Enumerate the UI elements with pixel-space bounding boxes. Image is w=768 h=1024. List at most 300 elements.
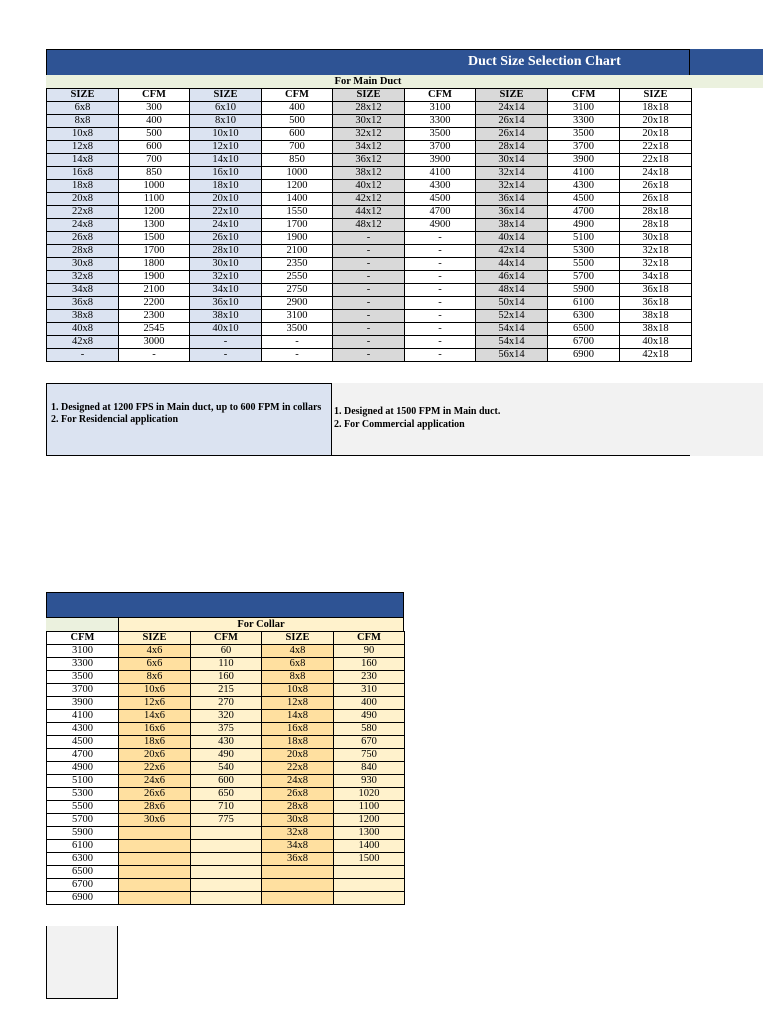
note-right-2: 2. For Commercial application [334,419,465,430]
collar-table-row [47,892,405,905]
collar-cell [191,840,262,853]
collar-cell [119,892,191,905]
main-header-cell: CFM [405,89,476,102]
main-cell: 400 [262,102,333,115]
main-cell: 1400 [262,193,333,206]
main-cell: 40x12 [333,180,405,193]
main-header-cell: CFM [119,89,190,102]
main-cell: - [190,336,262,349]
main-cell: - [262,349,333,362]
main-table-row [47,219,692,232]
main-cell: 1200 [119,206,190,219]
main-cell: 16x10 [190,167,262,180]
main-cell: 30x12 [333,115,405,128]
main-table-row [47,115,692,128]
collar-table-row [47,671,405,684]
collar-table-row [47,827,405,840]
collar-header-cell: CFM [334,632,405,645]
main-cell: 28x12 [333,102,405,115]
collar-table-row [47,749,405,762]
collar-cell: 28x6 [119,801,191,814]
main-cell: 38x14 [476,219,548,232]
main-cell: 2300 [119,310,190,323]
collar-table-row [47,710,405,723]
collar-cell: 22x8 [262,762,334,775]
main-table-row [47,336,692,349]
main-cell: 6x10 [190,102,262,115]
collar-cell [191,827,262,840]
collar-cell: 30x6 [119,814,191,827]
main-cell: 20x18 [620,115,692,128]
main-cell: 48x14 [476,284,548,297]
main-cell: 6300 [548,310,620,323]
collar-cell: 1400 [334,840,405,853]
main-cell: 1700 [262,219,333,232]
main-table-row [47,128,692,141]
main-cell: 32x8 [47,271,119,284]
collar-cell: 26x8 [262,788,334,801]
note-left-1: 1. Designed at 1200 FPS in Main duct, up to 600 FPM in collars [51,402,322,413]
main-cell: 4300 [405,180,476,193]
main-header-cell: SIZE [333,89,405,102]
main-cell: 42x8 [47,336,119,349]
main-table-row [47,271,692,284]
main-cell: 18x18 [620,102,692,115]
collar-header-cell: CFM [191,632,262,645]
collar-cell [119,866,191,879]
main-cell: 32x14 [476,180,548,193]
main-cell: 8x8 [47,115,119,128]
main-cell: 38x10 [190,310,262,323]
main-cell: 600 [119,141,190,154]
collar-cell: 12x6 [119,697,191,710]
collar-cell: 400 [334,697,405,710]
collar-cell: 8x8 [262,671,334,684]
main-header-cell: SIZE [190,89,262,102]
main-cell: 38x18 [620,323,692,336]
main-cell: 6700 [548,336,620,349]
collar-cell: 490 [334,710,405,723]
collar-footer-block [46,926,118,999]
collar-cell: 26x6 [119,788,191,801]
main-cell: 30x14 [476,154,548,167]
main-cell: 4700 [548,206,620,219]
collar-cell: 6100 [47,840,119,853]
collar-cell: 840 [334,762,405,775]
collar-cell: 1100 [334,801,405,814]
collar-cell: 12x8 [262,697,334,710]
collar-cell [334,866,405,879]
main-cell: 24x10 [190,219,262,232]
collar-table [46,631,405,905]
main-cell: 48x12 [333,219,405,232]
main-table-row [47,297,692,310]
collar-cell [191,853,262,866]
main-cell: 42x14 [476,245,548,258]
collar-cell: 5900 [47,827,119,840]
main-cell: 32x12 [333,128,405,141]
main-cell: 26x14 [476,115,548,128]
main-cell: 36x8 [47,297,119,310]
main-cell: 4100 [405,167,476,180]
collar-cell: 750 [334,749,405,762]
main-cell: 22x10 [190,206,262,219]
collar-cell [334,892,405,905]
main-cell: 2100 [262,245,333,258]
collar-cell: 6500 [47,866,119,879]
main-cell: 30x18 [620,232,692,245]
main-cell: 20x8 [47,193,119,206]
collar-cell: 1020 [334,788,405,801]
collar-cell: 3300 [47,658,119,671]
main-cell: - [405,310,476,323]
collar-header-cell: SIZE [262,632,334,645]
main-cell: 2100 [119,284,190,297]
main-cell: 32x10 [190,271,262,284]
main-cell: - [405,245,476,258]
main-cell: 18x8 [47,180,119,193]
collar-cell: 230 [334,671,405,684]
main-cell: 42x12 [333,193,405,206]
main-cell: 36x18 [620,284,692,297]
collar-cell: 30x8 [262,814,334,827]
main-table-row [47,232,692,245]
main-cell: 56x14 [476,349,548,362]
main-cell: 44x12 [333,206,405,219]
main-cell: 6x8 [47,102,119,115]
collar-table-row [47,645,405,658]
collar-cell: 110 [191,658,262,671]
main-cell: 6500 [548,323,620,336]
collar-cell: 430 [191,736,262,749]
collar-cell: 930 [334,775,405,788]
collar-header-cell: CFM [47,632,119,645]
collar-cell: 775 [191,814,262,827]
main-cell: 24x14 [476,102,548,115]
main-table-row [47,258,692,271]
main-header-cell: SIZE [47,89,119,102]
main-cell: 2550 [262,271,333,284]
main-cell: 5700 [548,271,620,284]
collar-cell: 22x6 [119,762,191,775]
collar-cell: 375 [191,723,262,736]
main-cell: - [190,349,262,362]
main-cell: 1900 [119,271,190,284]
collar-cell: 28x8 [262,801,334,814]
main-cell: 26x18 [620,180,692,193]
collar-cell [119,840,191,853]
collar-cell: 3900 [47,697,119,710]
main-table-row [47,141,692,154]
main-header-cell: SIZE [476,89,548,102]
main-cell: 8x10 [190,115,262,128]
collar-cell: 580 [334,723,405,736]
collar-cell: 5100 [47,775,119,788]
main-cell: - [333,297,405,310]
main-cell: - [405,271,476,284]
main-cell: 22x8 [47,206,119,219]
collar-cell: 310 [334,684,405,697]
collar-table-row [47,814,405,827]
main-cell: 44x14 [476,258,548,271]
main-table-row [47,349,692,362]
main-table-row [47,180,692,193]
main-cell: - [405,323,476,336]
main-cell: 42x18 [620,349,692,362]
main-cell: 4700 [405,206,476,219]
main-title: Duct Size Selection Chart [468,54,621,69]
collar-cell: 90 [334,645,405,658]
main-cell: 38x18 [620,310,692,323]
main-cell: 1900 [262,232,333,245]
main-cell: 3900 [548,154,620,167]
main-subtitle: For Main Duct [334,76,402,87]
collar-cell: 6x8 [262,658,334,671]
main-cell: 1000 [119,180,190,193]
main-cell: - [333,245,405,258]
main-cell: 34x18 [620,271,692,284]
collar-cell: 32x8 [262,827,334,840]
main-cell: - [405,258,476,271]
main-cell: 50x14 [476,297,548,310]
collar-cell [191,892,262,905]
main-cell: 34x10 [190,284,262,297]
collar-cell: 5500 [47,801,119,814]
main-cell: - [333,271,405,284]
main-cell: 24x18 [620,167,692,180]
main-cell: 36x14 [476,193,548,206]
main-cell: - [333,232,405,245]
collar-cell: 4x6 [119,645,191,658]
collar-cell: 1200 [334,814,405,827]
collar-cell: 270 [191,697,262,710]
note-right-1: 1. Designed at 1500 FPM in Main duct. [334,406,501,417]
collar-cell: 3700 [47,684,119,697]
collar-cell: 4500 [47,736,119,749]
collar-cell: 160 [334,658,405,671]
main-cell: - [405,297,476,310]
collar-cell: 14x6 [119,710,191,723]
collar-cell: 4900 [47,762,119,775]
main-cell: 46x14 [476,271,548,284]
collar-cell: 18x6 [119,736,191,749]
collar-cell: 34x8 [262,840,334,853]
main-cell: 28x10 [190,245,262,258]
main-cell: 20x10 [190,193,262,206]
collar-cell: 4100 [47,710,119,723]
collar-cell: 10x8 [262,684,334,697]
main-cell: 600 [262,128,333,141]
main-cell: 2545 [119,323,190,336]
collar-cell: 1500 [334,853,405,866]
main-cell: 36x18 [620,297,692,310]
main-cell: 2900 [262,297,333,310]
collar-table-row [47,697,405,710]
collar-cell: 320 [191,710,262,723]
collar-table-row [47,840,405,853]
main-cell: - [119,349,190,362]
main-cell: 3000 [119,336,190,349]
main-cell: 5100 [548,232,620,245]
main-cell: - [333,336,405,349]
collar-table-row [47,879,405,892]
collar-table-row [47,658,405,671]
collar-cell: 6300 [47,853,119,866]
main-cell: 32x18 [620,258,692,271]
collar-cell [262,879,334,892]
collar-title-bar [46,592,404,618]
main-cell: 3700 [405,141,476,154]
main-cell: 18x10 [190,180,262,193]
collar-cell: 490 [191,749,262,762]
main-cell: 2750 [262,284,333,297]
collar-cell [119,853,191,866]
collar-table-row [47,762,405,775]
main-table-row [47,206,692,219]
main-header-cell: CFM [262,89,333,102]
main-cell: 1300 [119,219,190,232]
main-cell: 1200 [262,180,333,193]
main-cell: 3900 [405,154,476,167]
collar-cell: 650 [191,788,262,801]
notes-left-panel [46,383,332,456]
main-cell: 4300 [548,180,620,193]
main-cell: 1550 [262,206,333,219]
main-cell: 4900 [405,219,476,232]
main-cell: 28x18 [620,219,692,232]
collar-cell [119,827,191,840]
main-cell: 3100 [548,102,620,115]
main-cell: 3300 [548,115,620,128]
collar-cell: 215 [191,684,262,697]
main-cell: 34x8 [47,284,119,297]
main-header-row [47,89,692,102]
main-cell: - [262,336,333,349]
main-cell: 3500 [405,128,476,141]
main-cell: 400 [119,115,190,128]
main-cell: 52x14 [476,310,548,323]
main-cell: 38x8 [47,310,119,323]
main-cell: 700 [119,154,190,167]
collar-cell: 3500 [47,671,119,684]
collar-cell: 20x8 [262,749,334,762]
collar-table-row [47,866,405,879]
collar-cell: 3100 [47,645,119,658]
collar-cell [119,879,191,892]
collar-table-row [47,684,405,697]
main-cell: - [405,336,476,349]
main-cell: 28x18 [620,206,692,219]
main-cell: 4100 [548,167,620,180]
main-cell: 14x8 [47,154,119,167]
main-cell: 4500 [548,193,620,206]
main-cell: 300 [119,102,190,115]
main-cell: - [47,349,119,362]
main-cell: 3100 [405,102,476,115]
collar-cell: 6900 [47,892,119,905]
collar-cell: 20x6 [119,749,191,762]
main-cell: 4900 [548,219,620,232]
main-cell: 40x14 [476,232,548,245]
main-cell: 54x14 [476,336,548,349]
main-cell: - [333,258,405,271]
notes-right-border [332,455,690,456]
collar-table-row [47,736,405,749]
main-cell: - [333,284,405,297]
collar-table-row [47,723,405,736]
collar-table-row [47,775,405,788]
collar-cell: 10x6 [119,684,191,697]
collar-cell: 8x6 [119,671,191,684]
main-cell: 850 [262,154,333,167]
main-cell: 1800 [119,258,190,271]
main-cell: 3100 [262,310,333,323]
main-cell: 28x14 [476,141,548,154]
main-cell: 24x8 [47,219,119,232]
main-cell: 1500 [119,232,190,245]
main-cell: 22x18 [620,154,692,167]
main-cell: 2200 [119,297,190,310]
main-cell: 700 [262,141,333,154]
collar-table-row [47,853,405,866]
collar-cell: 24x8 [262,775,334,788]
main-cell: 20x18 [620,128,692,141]
main-table-row [47,245,692,258]
main-cell: 12x10 [190,141,262,154]
main-cell: 28x8 [47,245,119,258]
main-cell: 10x8 [47,128,119,141]
main-table-row [47,167,692,180]
main-cell: 26x14 [476,128,548,141]
collar-cell [191,879,262,892]
main-cell: 2350 [262,258,333,271]
collar-cell [334,879,405,892]
main-cell: 1700 [119,245,190,258]
main-cell: 10x10 [190,128,262,141]
collar-cell: 18x8 [262,736,334,749]
main-cell: 32x14 [476,167,548,180]
notes-right-panel [332,383,763,456]
main-table-row [47,323,692,336]
main-cell: 26x18 [620,193,692,206]
collar-table-row [47,801,405,814]
main-cell: 36x12 [333,154,405,167]
main-cell: 3700 [548,141,620,154]
main-cell: 34x12 [333,141,405,154]
main-cell: 54x14 [476,323,548,336]
main-cell: 4500 [405,193,476,206]
main-cell: 3500 [548,128,620,141]
collar-header-row [47,632,405,645]
collar-cell: 160 [191,671,262,684]
collar-cell: 16x8 [262,723,334,736]
main-cell: 36x10 [190,297,262,310]
main-cell: 32x18 [620,245,692,258]
collar-cell: 24x6 [119,775,191,788]
main-cell: 3300 [405,115,476,128]
main-cell: 36x14 [476,206,548,219]
main-cell: - [333,310,405,323]
main-cell: 40x18 [620,336,692,349]
main-cell: 500 [119,128,190,141]
collar-cell: 36x8 [262,853,334,866]
main-cell: - [333,323,405,336]
collar-cell: 540 [191,762,262,775]
collar-table-row [47,788,405,801]
collar-cell: 600 [191,775,262,788]
collar-subtitle: For Collar [118,618,404,631]
main-cell: 5500 [548,258,620,271]
